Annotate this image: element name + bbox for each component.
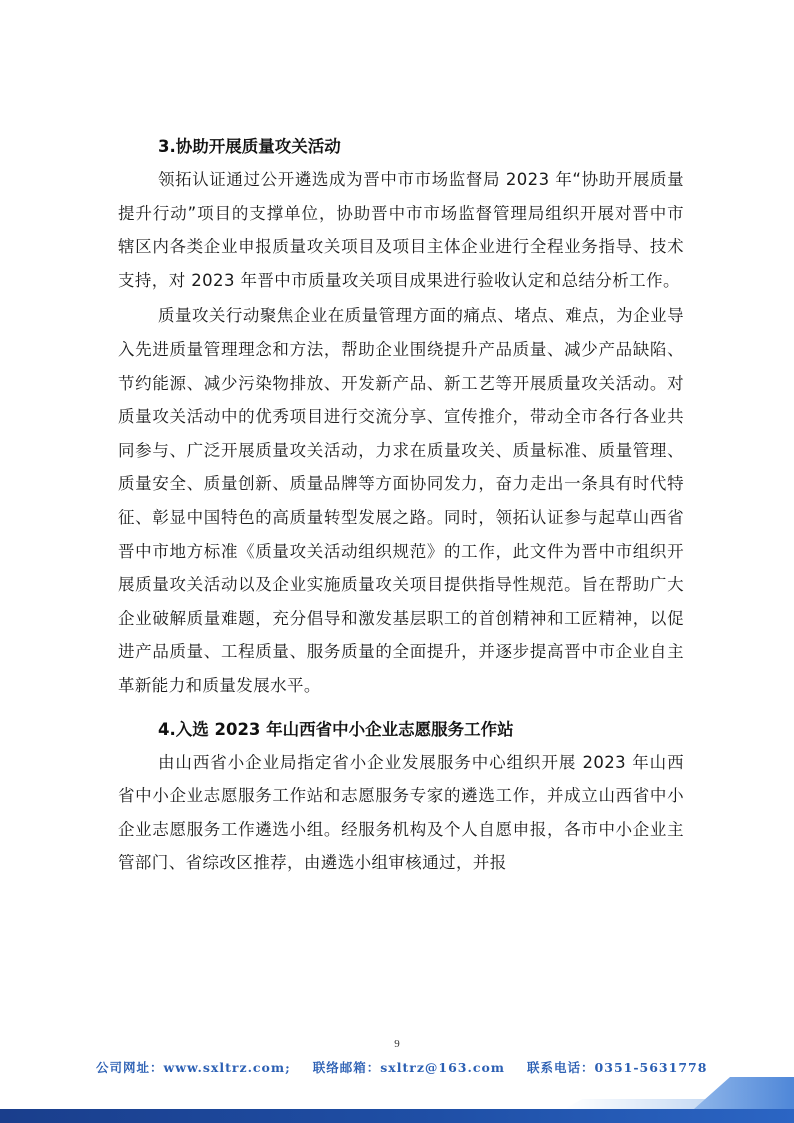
- paragraph-support-unit: 领拓认证通过公开遴选成为晋中市市场监督局 2023 年“协助开展质量提升行动”项目的支撑单位，协助晋中市市场监督管理局组织开展对晋中市辖区内各类企业申报质量攻关项目及项目主体企业进行全程业务指导、技术支持，对 2023 年晋中市质量攻关项目成果进行验收认定和总结分析工作。: [118, 170, 684, 290]
- footer-phone: 联系电话：0351-5631778: [527, 1060, 708, 1075]
- paragraph-quality-action-focus: 质量攻关行动聚焦企业在质量管理方面的痛点、堵点、难点，为企业导入先进质量管理理念和方法，帮助企业围绕提升产品质量、减少产品缺陷、节约能源、减少污染物排放、开发新产品、新工艺等开展质量攻关活动。对质量攻关活动中的优秀项目进行交流分享、宣传推介，带动全市各行各业共同参与、广泛开展质量攻关活动，力求在质量攻关、质量标准、质量管理、质量安全、质量创新、质量品牌等方面协同发力，奋力走出一条具有时代特征、彰显中国特色的高质量转型发展之路。同时，领拓认证参与起草山西省晋中市地方标准《质量攻关活动组织规范》的工作，此文件为晋中市组织开展质量攻关活动以及企业实施质量攻关项目提供指导性规范。旨在帮助广大企业破解质量难题，充分倡导和激发基层职工的首创精神和工匠精神，以促进产品质量、工程质量、服务质量的全面提升，并逐步提高晋中市企业自主革新能力和质量发展水平。: [118, 306, 684, 695]
- paragraph-volunteer-selection: 由山西省小企业局指定省小企业发展服务中心组织开展 2023 年山西省中小企业志愿服务工作站和志愿服务专家的遴选工作，并成立山西省中小企业志愿服务工作遴选小组。经服务机构及个人自愿申报，各市中小企业主管部门、省综改区推荐，由遴选小组审核通过，并报: [118, 752, 684, 873]
- document-body: [118, 132, 684, 880]
- footer-website[interactable]: 公司网址：www.sxltrz.com;: [96, 1060, 291, 1075]
- footer-band: [0, 1109, 794, 1123]
- footer-contact-line: [96, 1058, 736, 1076]
- page-number: 9: [394, 1038, 400, 1050]
- footer-decorative-wedge: [694, 1077, 794, 1109]
- section-heading-volunteer-station: 4.入选 2023 年山西省中小企业志愿服务工作站: [158, 719, 514, 739]
- footer-email[interactable]: 联络邮箱：sxltrz@163.com: [312, 1060, 506, 1075]
- section-heading-quality-breakthrough: 3.协助开展质量攻关活动: [158, 137, 341, 156]
